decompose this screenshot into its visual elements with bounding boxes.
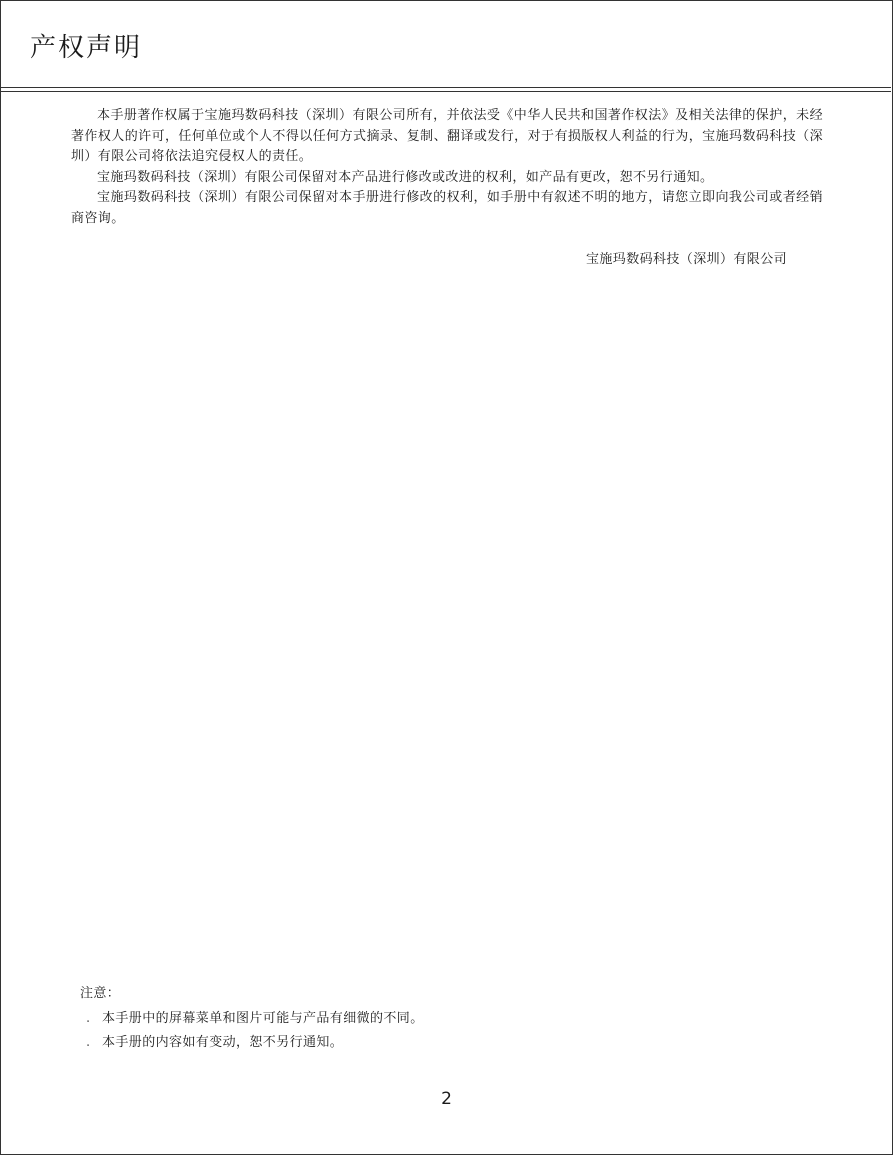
notes-section	[80, 984, 424, 1057]
company-signature: 宝施玛数码科技（深圳）有限公司	[586, 252, 788, 267]
manual-revision-paragraph: 宝施玛数码科技（深圳）有限公司保留对本手册进行修改的权利，如手册中有叙述不明的地方，请您立即向我公司或者经销商咨询。	[71, 190, 823, 226]
note-text: 本手册中的屏幕菜单和图片可能与产品有细微的不同。	[102, 1011, 424, 1026]
copyright-paragraph: 本手册著作权属于宝施玛数码科技（深圳）有限公司所有，并依法受《中华人民共和国著作权法》及相关法律的保护，未经著作权人的许可，任何单位或个人不得以任何方式摘录、复制、翻译或发行，对于有损版权人利益的行为，宝施玛数码科技（深圳）有限公司将依法追究侵权人的责任。	[71, 108, 823, 165]
note-text: 本手册的内容如有变动，恕不另行通知。	[102, 1035, 344, 1050]
page-header	[0, 0, 891, 88]
modification-paragraph: 宝施玛数码科技（深圳）有限公司保留对本产品进行修改或改进的权利，如产品有更改，恕不另行通知。	[97, 169, 714, 185]
page-number: 2	[441, 1089, 452, 1109]
header-divider	[0, 91, 891, 92]
notes-label: 注意：	[80, 986, 121, 1001]
page-title: 产权声明	[30, 33, 143, 63]
note-item	[86, 1009, 424, 1029]
bullet-icon: .	[86, 1035, 91, 1050]
note-item	[86, 1033, 424, 1053]
bullet-icon: .	[86, 1011, 91, 1026]
copyright-statement	[71, 106, 823, 230]
